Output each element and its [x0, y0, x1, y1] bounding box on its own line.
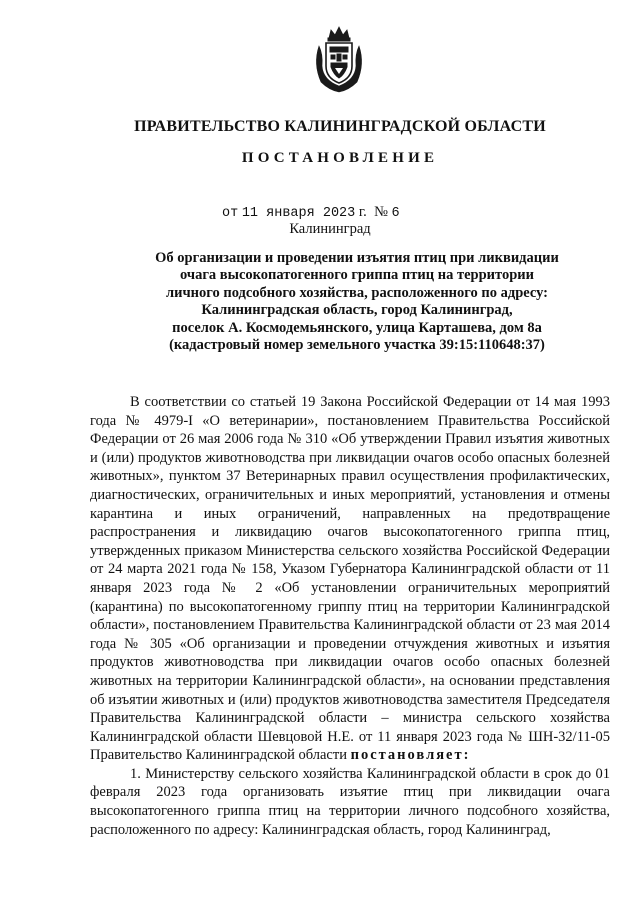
- coat-of-arms-emblem: [311, 24, 367, 94]
- resolve-word: постановляет:: [350, 747, 471, 764]
- subject-line: (кадастровый номер земельного участка 39:15:110648:37): [169, 337, 545, 354]
- subject-line: Калининградская область, город Калининград,: [201, 302, 513, 319]
- document-subject: [100, 250, 614, 354]
- document-date: 11 января 2023: [241, 206, 356, 221]
- date-number-line: [222, 204, 400, 221]
- document-body: [90, 393, 610, 839]
- city-name: Калининград: [289, 221, 371, 237]
- preamble-text: В соответствии со статьей 19 Закона Российской Федерации от 14 мая 1993 года № 4979-I «О ветеринарии», постановлением Правительства Российской Федерации от 26 мая 2006 года № 310 «Об утверждении Правил изъятия животных и (или) продуктов животноводства при ликвидации очагов особо опасных болезней животных», пунктом 37 Ветеринарных правил осуществления профилактических, диагностических, ограничительных и иных мероприятий, установления и отмены карантина и иных ограничений, направленных на предотвращение распространения и ликвидацию очагов высокопатогенного гриппа птиц, утвержденных приказом Министерства сельского хозяйства Российской Федерации от 24 марта 2021 года № 158, Указом Губернатора Калининградской области от 11 января 2023 года № 2 «Об установлении ограничительных мероприятий (карантина) по высокопатогенному гриппу птиц на территории Калининградской области», постановлением Правительства Калининградской области от 23 мая 2014 года № 305 «Об организации и проведении отчуждения животных и изъятия продуктов животноводства при ликвидации очагов особо опасных болезней животных на территории Калининградской области», на основании представления об изъятии животных и (или) продуктов животноводства заместителя Председателя Правительства Калининградской области – министра сельского хозяйства Калининградской области Шевцовой Н.Е. от 11 января 2023 года № ШН-32/11-05 Правительство Калининградской области: [90, 394, 610, 764]
- body-paragraph: 1. Министерству сельского хозяйства Калининградской области в срок до 01 февраля 2023 года организовать изъятие птиц при ликвидации очага высокопатогенного гриппа птиц на территории личного подсобного хозяйства, расположенного по адресу: Калининградская область, город Калининград,: [90, 765, 610, 838]
- body-paragraph: [90, 393, 610, 765]
- document-type: ПОСТАНОВЛЕНИЕ: [241, 150, 439, 166]
- year-suffix: г.: [358, 204, 367, 220]
- date-prefix: от: [222, 206, 239, 221]
- subject-line: очага высокопатогенного гриппа птиц на территории: [180, 267, 534, 284]
- subject-line: Об организации и проведении изъятия птиц при ликвидации: [155, 250, 559, 266]
- organization-name: ПРАВИТЕЛЬСТВО КАЛИНИНГРАДСКОЙ ОБЛАСТИ: [134, 118, 546, 135]
- number-sign: №: [374, 204, 388, 220]
- document-number: 6: [391, 206, 400, 221]
- subject-line: личного подсобного хозяйства, расположенного по адресу:: [165, 284, 549, 301]
- subject-line: поселок А. Космодемьянского, улица Карташева, дом 8а: [172, 319, 542, 336]
